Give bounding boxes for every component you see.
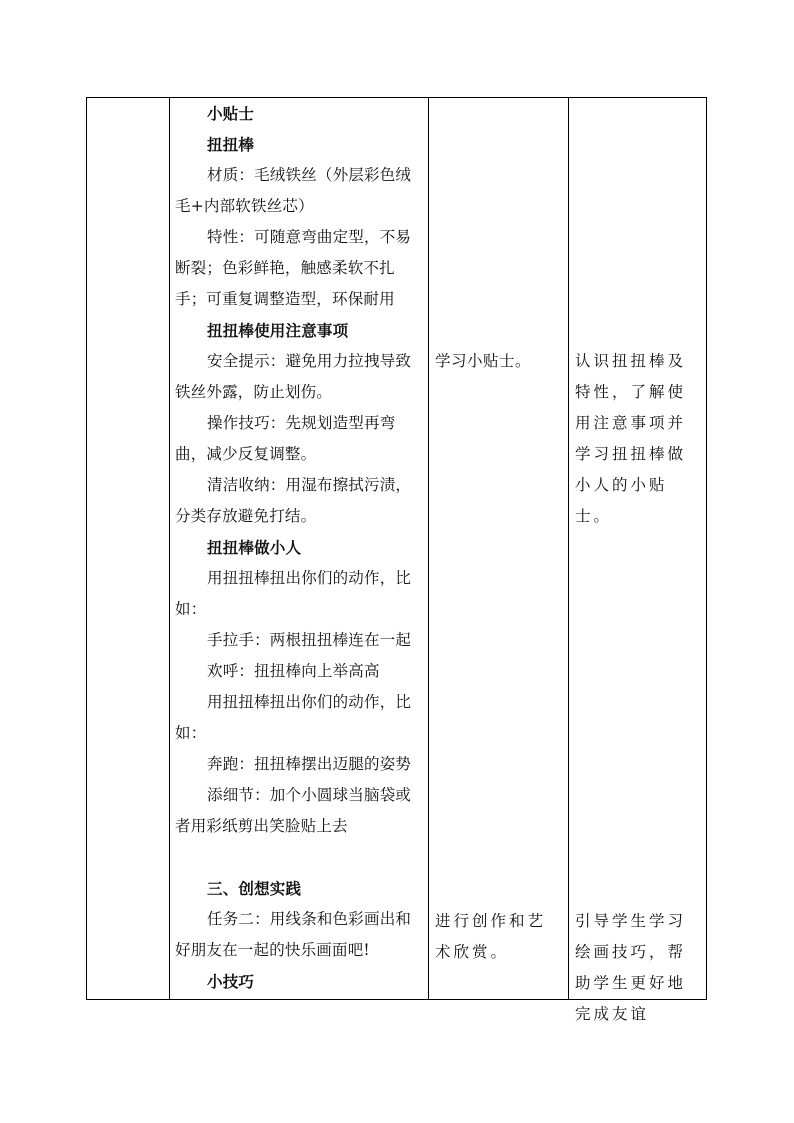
content-paragraph: 清洁收纳：用湿布擦拭污渍，分类存放避免打结。: [175, 476, 412, 525]
section-heading: 小贴士: [207, 104, 255, 123]
design-intent-text: 认识扭扭棒及特性，了解使用注意事项并学习扭扭棒做小人的小贴士。: [575, 352, 687, 525]
blank-line: [175, 842, 423, 873]
content-paragraph: 欢呼：扭扭棒向上举高高: [207, 662, 380, 680]
student-activity-cell-1: [435, 346, 563, 377]
content-paragraph: 奔跑：扭扭棒摆出迈腿的姿势: [207, 755, 412, 773]
student-activity-cell-2: [435, 906, 563, 968]
content-paragraph: 操作技巧：先规划造型再弯曲，减少反复调整。: [175, 414, 396, 463]
content-paragraph: 材质：毛绒铁丝（外层彩色绒毛+内部软铁丝芯）: [175, 166, 412, 215]
student-activity-text: 进行创作和艺术欣赏。: [435, 912, 547, 961]
content-paragraph: 用扭扭棒扭出你们的动作，比如：: [175, 693, 412, 742]
design-intent-cell-2: [575, 906, 703, 1030]
content-paragraph: 特性：可随意弯曲定型，不易断裂；色彩鲜艳，触感柔软不扎手；可重复调整造型，环保耐用: [175, 228, 412, 308]
design-intent-text: 引导学生学习绘画技巧，帮助学生更好地完成友谊: [575, 912, 687, 1023]
lesson-table: [86, 97, 707, 1023]
section-heading: 扭扭棒: [207, 135, 255, 154]
content-paragraph: 任务二：用线条和色彩画出和好朋友在一起的快乐画面吧!: [175, 910, 412, 959]
tips-block: [175, 98, 423, 842]
content-paragraph: 安全提示：避免用力拉拽导致铁丝外露，防止划伤。: [175, 352, 412, 401]
content-paragraph: 添细节：加个小圆球当脑袋或者用彩纸剪出笑脸贴上去: [175, 786, 412, 835]
practice-block: [175, 873, 423, 997]
content-paragraph: 手拉手：两根扭扭棒连在一起: [207, 631, 412, 649]
student-activity-text: 学习小贴士。: [435, 352, 532, 370]
design-intent-cell-1: [575, 346, 703, 532]
column-divider: [568, 98, 569, 999]
section-heading: 三、创想实践: [207, 879, 302, 898]
section-heading: 小技巧: [207, 972, 255, 991]
content-paragraph: 用扭扭棒扭出你们的动作，比如：: [175, 569, 412, 618]
column-divider: [169, 98, 170, 999]
column-divider: [428, 98, 429, 999]
section-heading: 扭扭棒使用注意事项: [207, 321, 349, 340]
section-heading: 扭扭棒做小人: [207, 538, 302, 557]
teaching-content-column: [175, 98, 423, 997]
